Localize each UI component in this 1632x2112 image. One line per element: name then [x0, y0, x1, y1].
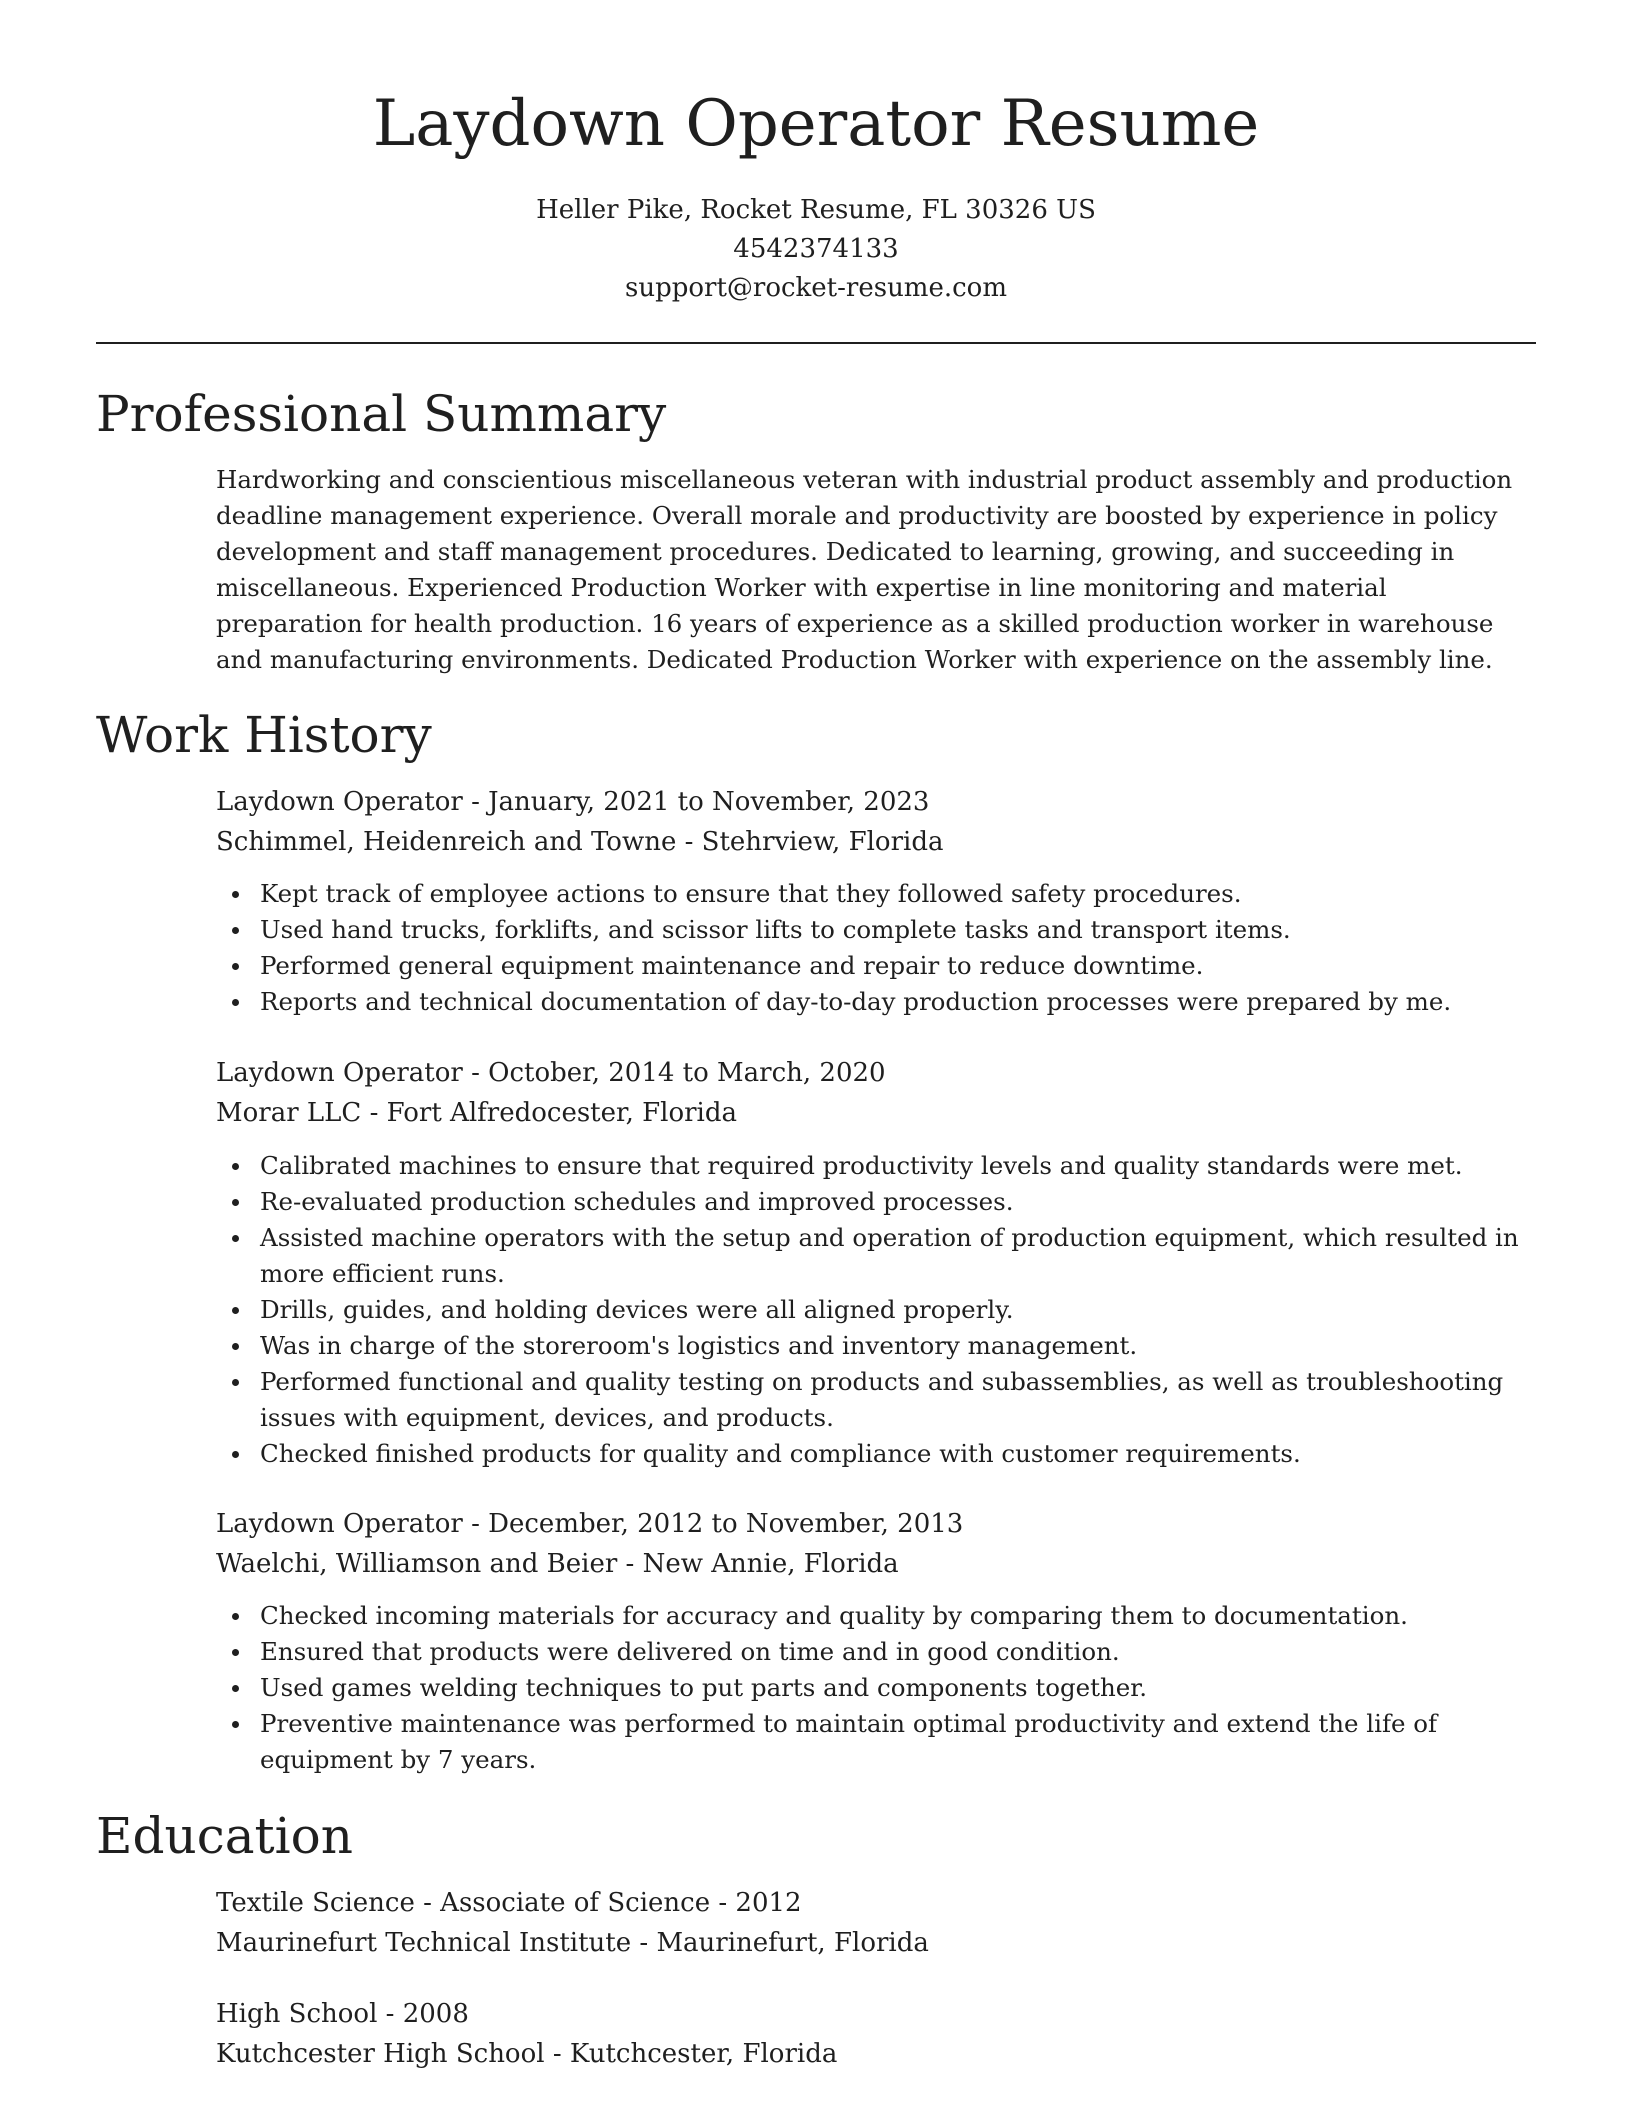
resume-title: Laydown Operator Resume [372, 87, 1260, 161]
job-company-line: Morar LLC - Fort Alfredocester, Florida [216, 1098, 738, 1128]
job-bullet: Ensured that products were delivered on time and in good condition. [260, 1634, 1536, 1670]
job-company-line: Waelchi, Williamson and Beier - New Annie, Florida [216, 1549, 899, 1579]
summary-heading: Professional Summary [96, 385, 667, 443]
work-history-heading: Work History [96, 706, 432, 764]
job-bullet: Drills, guides, and holding devices were all aligned properly. [260, 1292, 1536, 1328]
job-bullet: Used games welding techniques to put parts and components together. [260, 1670, 1536, 1706]
job-bullets [216, 876, 1536, 1020]
contact-address: Heller Pike, Rocket Resume, FL 30326 US [536, 195, 1096, 225]
education-school-line: Kutchcester High School - Kutchcester, Florida [216, 2039, 838, 2069]
job-company-line: Schimmel, Heidenreich and Towne - Stehrview, Florida [216, 827, 944, 857]
job-title-line: Laydown Operator - October, 2014 to March, 2020 [216, 1058, 886, 1088]
job-bullet: Re-evaluated production schedules and improved processes. [260, 1184, 1536, 1220]
job-bullet: Performed general equipment maintenance and repair to reduce downtime. [260, 948, 1536, 984]
contact-email: support@rocket-resume.com [624, 273, 1007, 303]
job-bullet: Assisted machine operators with the setup and operation of production equipment, which resulted in more efficient runs. [260, 1220, 1536, 1292]
job-bullet: Used hand trucks, forklifts, and scissor lifts to complete tasks and transport items. [260, 912, 1536, 948]
job-bullet: Was in charge of the storeroom's logistics and inventory management. [260, 1328, 1536, 1364]
job-bullets [216, 1148, 1536, 1472]
education-degree-line: Textile Science - Associate of Science - 2012 [216, 1888, 802, 1918]
education-heading: Education [96, 1807, 353, 1865]
job-bullet: Performed functional and quality testing on products and subassemblies, as well as troubleshooting issues with equipment, devices, and products. [260, 1364, 1536, 1436]
job-bullet: Calibrated machines to ensure that required productivity levels and quality standards were met. [260, 1148, 1536, 1184]
contact-phone: 4542374133 [733, 234, 899, 264]
education-degree-line: High School - 2008 [216, 1999, 469, 2029]
job-title-line: Laydown Operator - January, 2021 to November, 2023 [216, 787, 930, 817]
job-bullet: Reports and technical documentation of day-to-day production processes were prepared by me. [260, 984, 1536, 1020]
job-bullet: Preventive maintenance was performed to maintain optimal productivity and extend the life of equipment by 7 years. [260, 1706, 1536, 1778]
job-bullet: Checked incoming materials for accuracy and quality by comparing them to documentation. [260, 1598, 1536, 1634]
job-title-line: Laydown Operator - December, 2012 to November, 2013 [216, 1509, 964, 1539]
education-school-line: Maurinefurt Technical Institute - Maurinefurt, Florida [216, 1928, 929, 1958]
job-bullets [216, 1598, 1536, 1778]
job-bullet: Checked finished products for quality and compliance with customer requirements. [260, 1436, 1536, 1472]
job-bullet: Kept track of employee actions to ensure that they followed safety procedures. [260, 876, 1536, 912]
header-divider [96, 342, 1536, 344]
summary-text: Hardworking and conscientious miscellaneous veteran with industrial product assembly and production deadline management experience. Overall morale and productivity are boosted by experience in policy development and staff management procedures. Dedicated to learning, growing, and succeeding in miscellaneous. Experienced Production Worker with expertise in line monitoring and material preparation for health production. 16 years of experience as a skilled production worker in warehouse and manufacturing environments. Dedicated Production Worker with experience on the assembly line. [216, 465, 1513, 674]
